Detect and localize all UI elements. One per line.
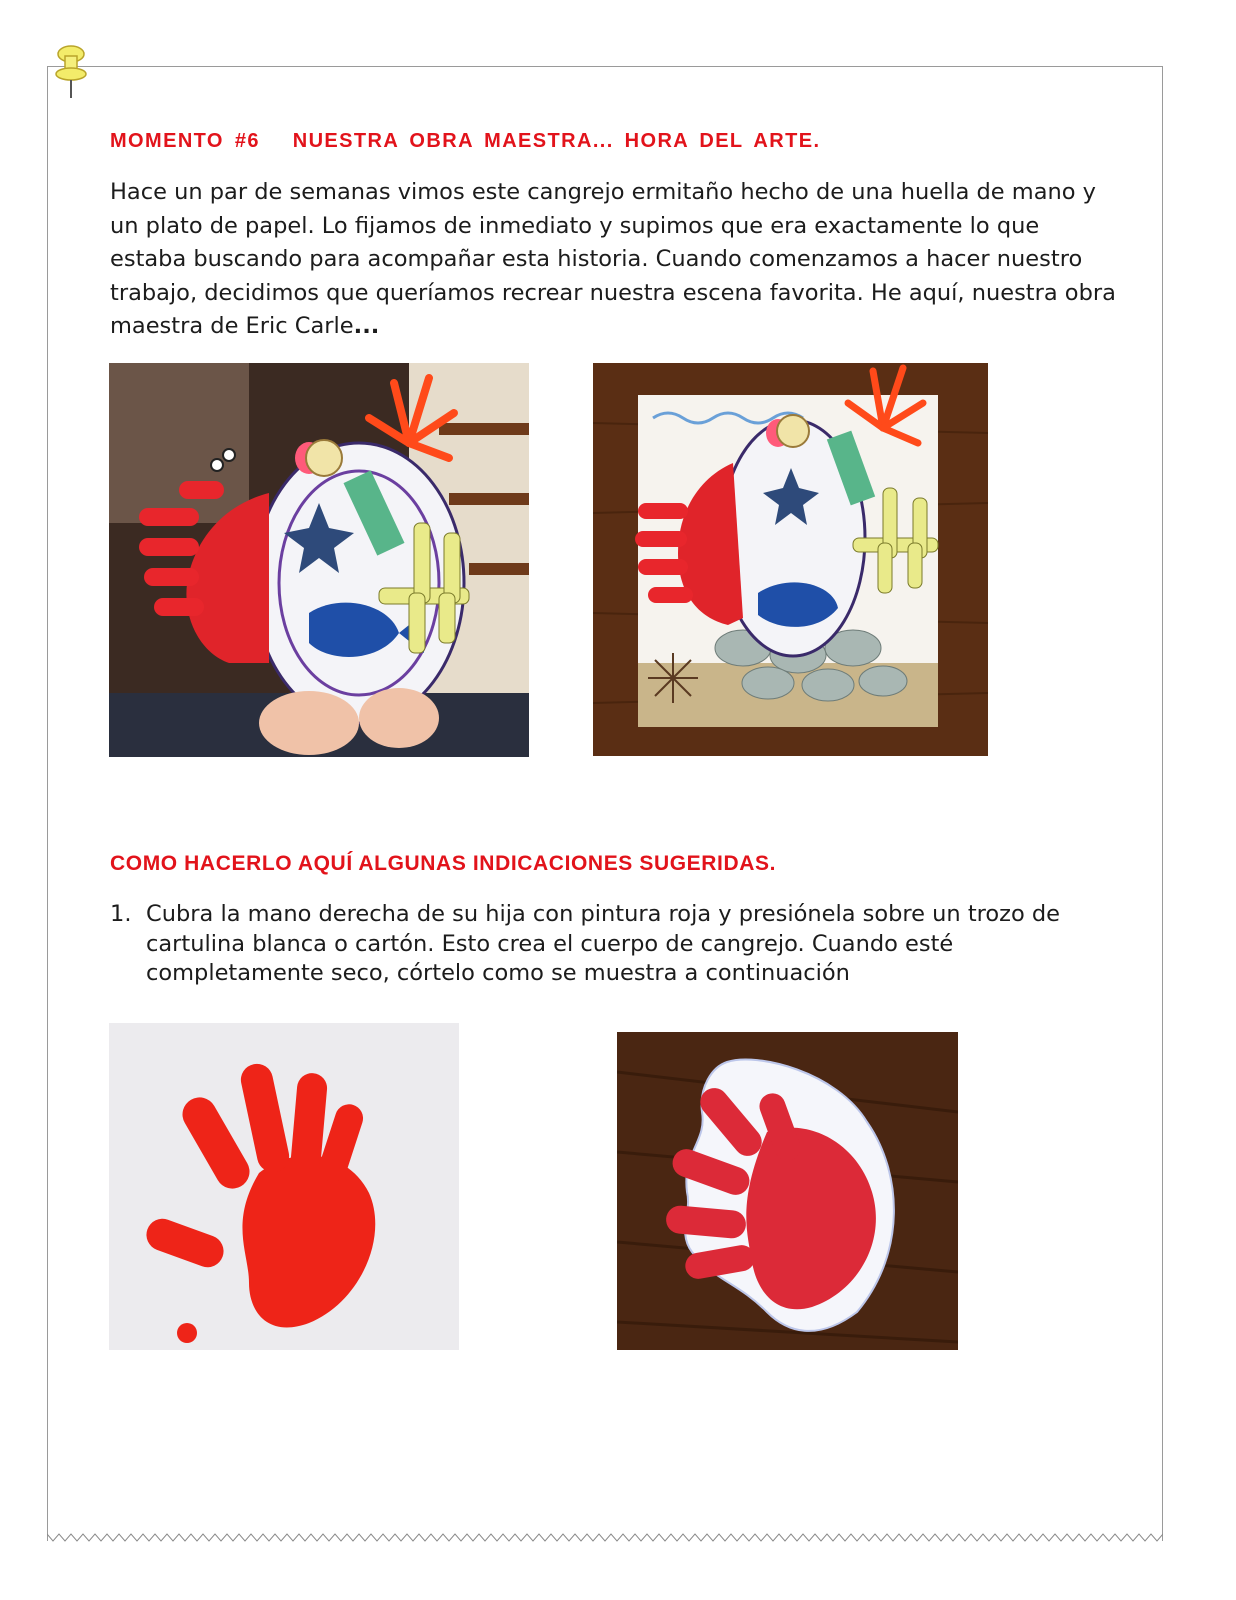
instruction-step-number: 1. [110, 901, 132, 927]
photo-child-holding-crab-plate [109, 363, 529, 757]
pushpin-icon [54, 44, 88, 100]
instruction-step [110, 900, 1120, 989]
section-heading-momento-6: MOMENTO #6 NUESTRA OBRA MAESTRA... HORA DEL ARTE. [110, 130, 821, 152]
intro-paragraph-ellipsis: ... [353, 313, 380, 340]
intro-paragraph [110, 176, 1120, 344]
instruction-step-text: Cubra la mano derecha de su hija con pintura roja y presiónela sobre un trozo de cartulina blanca o cartón. Esto crea el cuerpo de cangrejo. Cuando esté completamente seco, córtelo como se muestra a continuación [146, 901, 1061, 986]
section-heading-como-hacerlo: COMO HACERLO AQUÍ ALGUNAS INDICACIONES SUGERIDAS. [110, 852, 777, 875]
photo-finished-crab-artwork [593, 363, 988, 756]
page-torn-edge [47, 1530, 1163, 1544]
photo-cutout-handprint [617, 1032, 958, 1350]
intro-paragraph-text: Hace un par de semanas vimos este cangrejo ermitaño hecho de una huella de mano y un plato de papel. Lo fijamos de inmediato y supimos que era exactamente lo que estaba buscando para acompañar esta historia. Cuando comenzamos a hacer nuestro trabajo, decidimos que queríamos recrear nuestra escena favorita. He aquí, nuestra obra maestra de Eric Carle [110, 179, 1116, 340]
photo-red-handprint [109, 1023, 459, 1350]
